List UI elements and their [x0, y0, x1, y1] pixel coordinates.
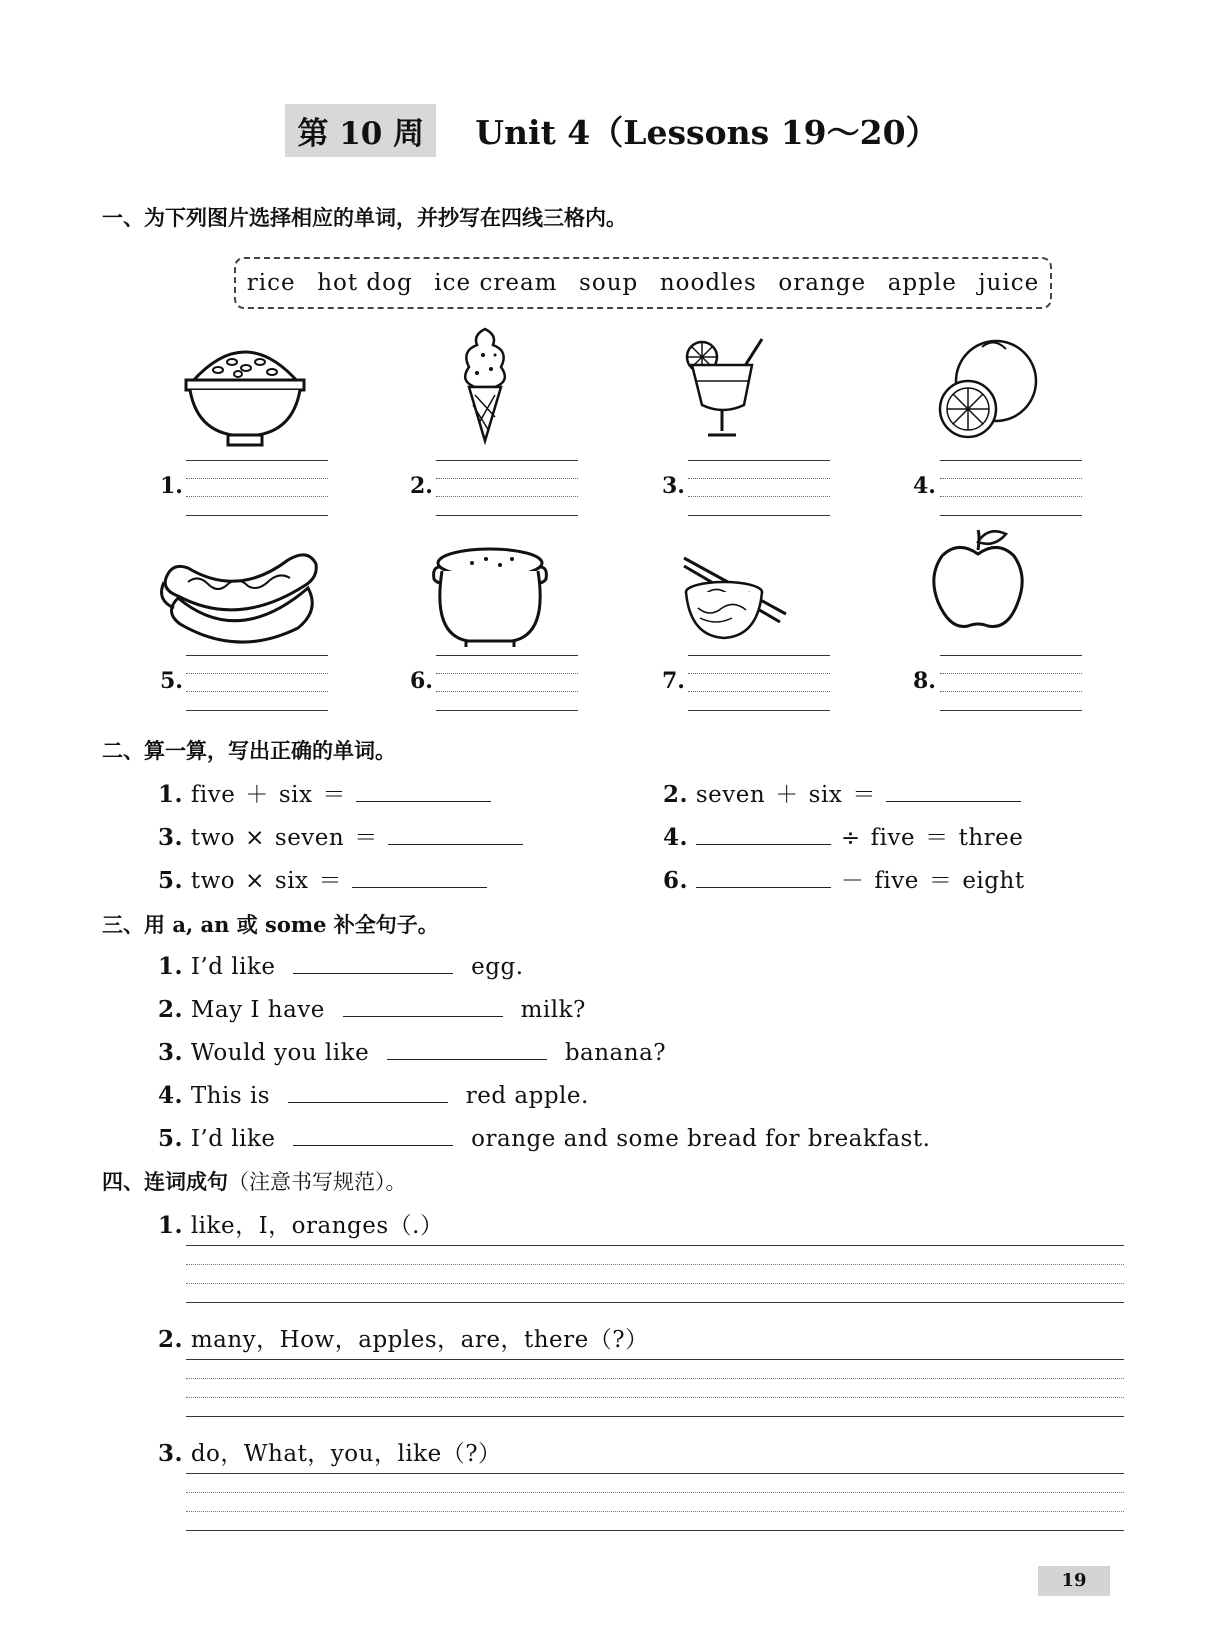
section-4-title-main: 四、连词成句: [102, 1170, 228, 1194]
item-number: 6.: [410, 668, 433, 694]
scrambled-words: like，I，oranges（.）: [190, 1213, 444, 1239]
section-3-title-part: some: [265, 912, 327, 937]
four-line-box[interactable]: [940, 655, 1082, 711]
math-word: eight: [962, 868, 1025, 894]
sentence-start: I’d like: [190, 1126, 276, 1152]
section-3-title-part: a, an: [172, 912, 230, 937]
answer-blank[interactable]: [293, 951, 453, 974]
scrambled-words: many，How，apples，are，there（?）: [190, 1327, 649, 1353]
section-1-title: 一、为下列图片选择相应的单词，并抄写在四线三格内。: [102, 206, 627, 230]
sentence-end: red apple.: [465, 1083, 589, 1109]
item-number: 1.: [158, 953, 184, 980]
week-badge: 第 10 周: [285, 104, 436, 157]
answer-blank[interactable]: [696, 822, 831, 845]
item-number: 3.: [158, 1039, 184, 1066]
item-number: 3.: [158, 824, 184, 851]
math-word: six: [278, 782, 313, 808]
hot-dog-icon: [158, 538, 323, 652]
word-bank-item: ice cream: [434, 270, 558, 296]
item-number: 5.: [160, 668, 183, 694]
math-operator: ＋: [245, 782, 269, 808]
word-bank-item: apple: [887, 270, 957, 296]
fill-sentence-4: [158, 1080, 589, 1109]
answer-blank[interactable]: [343, 994, 503, 1017]
noodles-bowl-icon: [680, 548, 790, 652]
word-bank-item: noodles: [659, 270, 757, 296]
scrambled-words: do，What，you，like（?）: [190, 1441, 502, 1467]
item-number: 6.: [663, 867, 689, 894]
answer-blank[interactable]: [293, 1123, 453, 1146]
rice-bowl-icon: [180, 332, 310, 456]
four-line-box[interactable]: [940, 460, 1082, 516]
fill-sentence-1: [158, 951, 524, 980]
scrambled-sentence-1: [158, 1207, 444, 1240]
section-2-title: 二、算一算，写出正确的单词。: [102, 739, 396, 763]
math-word: seven: [695, 782, 766, 808]
math-word: three: [958, 825, 1024, 851]
math-item-1: [158, 776, 491, 809]
word-bank-item: juice: [978, 270, 1040, 296]
word-bank-item: soup: [579, 270, 639, 296]
math-operator: ×: [245, 825, 265, 851]
writing-lines[interactable]: [186, 1473, 1124, 1531]
word-bank-item: hot dog: [317, 270, 413, 296]
item-number: 2.: [158, 1326, 184, 1353]
item-number: 3.: [158, 1440, 184, 1467]
item-number: 5.: [158, 1125, 184, 1152]
equals-sign: ＝: [318, 868, 343, 894]
fill-sentence-5: [158, 1123, 930, 1152]
math-word: five: [190, 782, 236, 808]
section-3-title-part: 或: [229, 913, 266, 937]
section-3-title: [102, 909, 439, 939]
item-number: 1.: [158, 781, 184, 808]
apple-icon: [928, 526, 1028, 640]
page-number: 19: [1038, 1566, 1110, 1596]
math-item-5: [158, 862, 487, 895]
equals-sign: ＝: [322, 782, 346, 808]
math-word: six: [808, 782, 843, 808]
item-number: 3.: [662, 473, 685, 499]
page-header: [0, 104, 1224, 157]
section-3-title-part: 补全句子。: [326, 913, 439, 937]
equals-sign: ＝: [354, 825, 378, 851]
math-word: six: [274, 868, 309, 894]
item-number: 4.: [913, 473, 936, 499]
answer-blank[interactable]: [387, 1037, 547, 1060]
answer-blank[interactable]: [288, 1080, 448, 1103]
item-number: 4.: [158, 1082, 184, 1109]
math-operator: －: [840, 868, 865, 894]
fill-sentence-3: [158, 1037, 666, 1066]
sentence-end: banana?: [564, 1040, 667, 1066]
math-operator: ×: [245, 868, 265, 894]
item-number: 2.: [158, 996, 184, 1023]
answer-blank[interactable]: [352, 865, 487, 888]
item-number: 1.: [158, 1212, 184, 1239]
four-line-box[interactable]: [186, 655, 328, 711]
scrambled-sentence-3: [158, 1435, 502, 1468]
section-4-note: （注意书写规范）。: [228, 1170, 407, 1194]
unit-title: Unit 4（Lessons 19～20）: [475, 113, 939, 152]
sentence-start: I’d like: [190, 954, 276, 980]
math-item-4: [663, 819, 1023, 852]
item-number: 1.: [160, 473, 183, 499]
fill-sentence-2: [158, 994, 586, 1023]
answer-blank[interactable]: [886, 779, 1021, 802]
four-line-box[interactable]: [436, 460, 578, 516]
ice-cream-icon: [455, 325, 515, 449]
four-line-box[interactable]: [186, 460, 328, 516]
math-item-6: [663, 862, 1025, 895]
four-line-box[interactable]: [436, 655, 578, 711]
math-word: two: [190, 825, 236, 851]
item-number: 8.: [913, 668, 936, 694]
word-bank-item: rice: [246, 270, 296, 296]
math-item-2: [663, 776, 1021, 809]
juice-glass-icon: [678, 335, 768, 449]
item-number: 2.: [663, 781, 689, 808]
writing-lines[interactable]: [186, 1359, 1124, 1417]
answer-blank[interactable]: [388, 822, 523, 845]
math-item-3: [158, 819, 523, 852]
math-word: five: [870, 825, 916, 851]
sentence-start: This is: [190, 1083, 271, 1109]
item-number: 4.: [663, 824, 689, 851]
word-bank: [234, 257, 1052, 309]
equals-sign: ＝: [852, 782, 876, 808]
math-word: seven: [274, 825, 345, 851]
sentence-end: milk?: [520, 997, 586, 1023]
four-line-box[interactable]: [688, 460, 830, 516]
sentence-start: May I have: [190, 997, 325, 1023]
soup-pot-icon: [428, 545, 553, 654]
answer-blank[interactable]: [696, 865, 831, 888]
section-3-title-part: 三、用: [102, 913, 173, 937]
word-bank-item: orange: [778, 270, 867, 296]
math-operator: ＋: [775, 782, 799, 808]
item-number: 2.: [410, 473, 433, 499]
four-line-box[interactable]: [688, 655, 830, 711]
section-4-title: [102, 1166, 407, 1196]
answer-blank[interactable]: [356, 779, 491, 802]
item-number: 5.: [158, 867, 184, 894]
sentence-end: egg.: [471, 954, 524, 980]
math-word: two: [190, 868, 236, 894]
orange-icon: [928, 335, 1048, 449]
sentence-end: orange and some bread for breakfast.: [471, 1126, 931, 1152]
item-number: 7.: [662, 668, 685, 694]
writing-lines[interactable]: [186, 1245, 1124, 1303]
math-word: five: [874, 868, 919, 894]
math-operator: ÷: [840, 825, 861, 851]
equals-sign: ＝: [928, 868, 953, 894]
equals-sign: ＝: [925, 825, 949, 851]
sentence-start: Would you like: [190, 1040, 370, 1066]
scrambled-sentence-2: [158, 1321, 649, 1354]
